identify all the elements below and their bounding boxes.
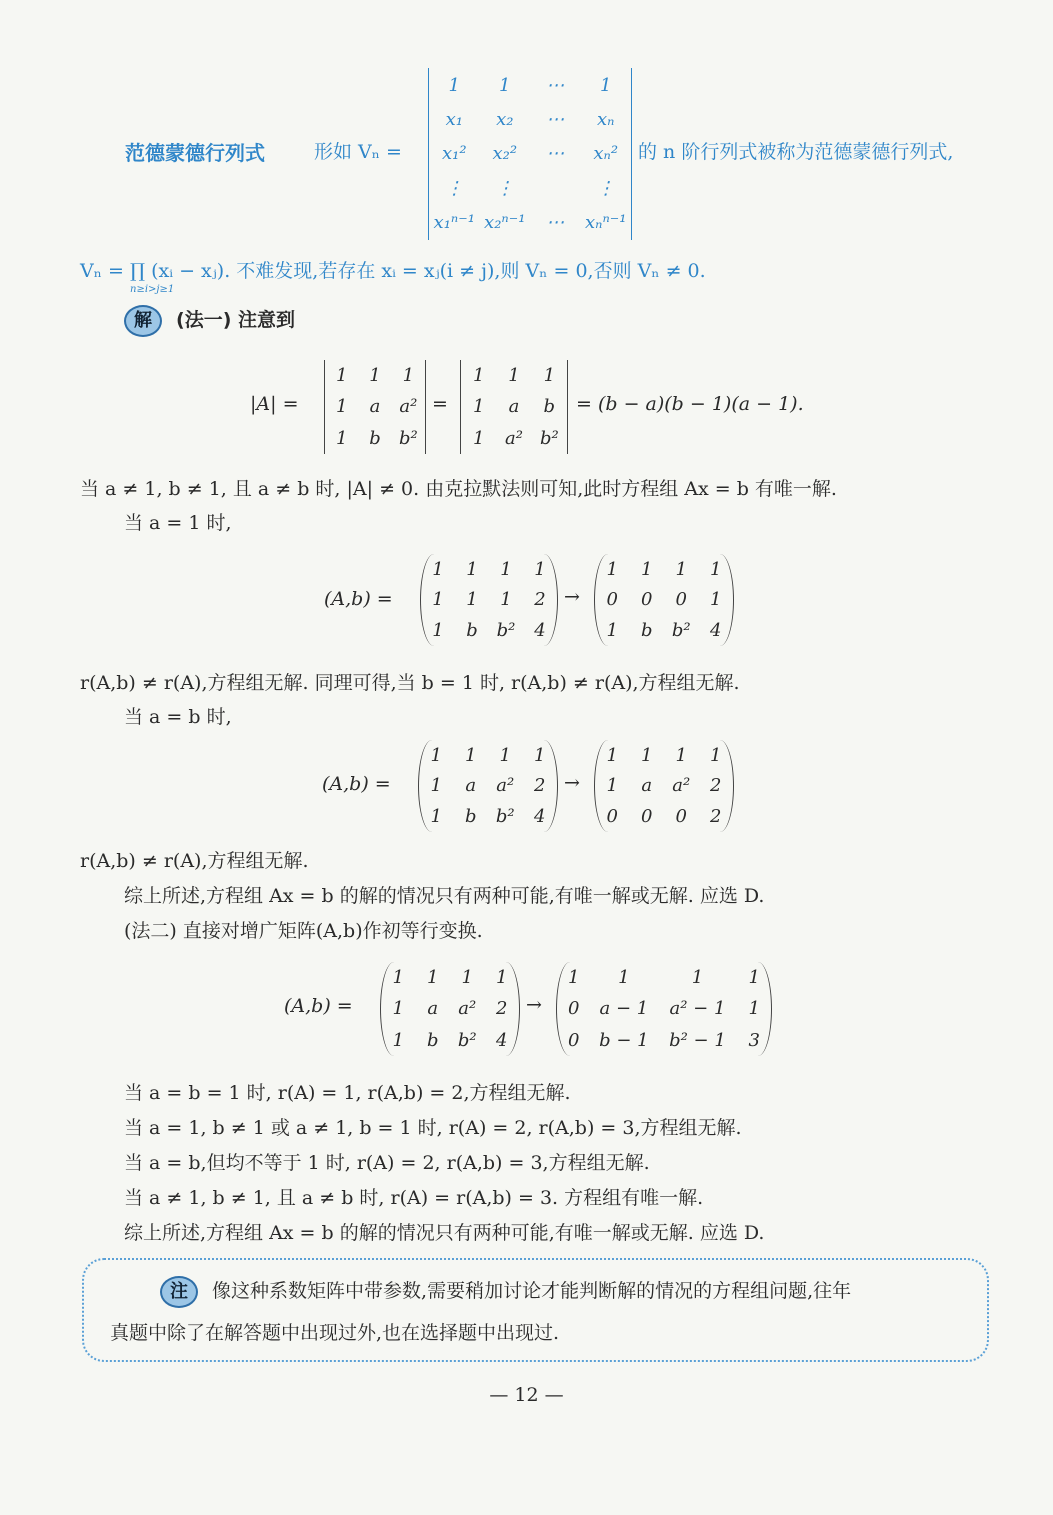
note-line-1	[160, 1276, 851, 1308]
matrix-cell: 0	[606, 806, 618, 828]
note-box	[82, 1258, 989, 1362]
vandermonde-intro: 形如 Vₙ =	[314, 141, 402, 163]
matrix-cell: 2	[710, 775, 722, 797]
matrix-cell: 1	[472, 427, 485, 449]
vandermonde-after-text: 的 n 阶行列式被称为范德蒙德行列式,	[638, 141, 954, 163]
matrix-cell: 1	[461, 967, 473, 989]
method1-label: (法一) 注意到	[176, 309, 296, 331]
matrix-cell: 1	[432, 620, 444, 642]
matrix-cell: 1	[710, 589, 722, 611]
matrix-cell: x₂ⁿ⁻¹	[484, 212, 526, 234]
method1-heading	[124, 305, 295, 337]
matrix-cell: a	[508, 396, 520, 418]
matrix-cell: 1	[606, 620, 618, 642]
matrix-cell: b² − 1	[669, 1029, 726, 1051]
matrix-cell: 2	[496, 998, 508, 1020]
matrix-cell: 1	[748, 967, 760, 989]
matrix-cell: b²	[495, 806, 515, 828]
matrix-cell: xₙⁿ⁻¹	[585, 212, 627, 234]
matrix-cell: 1	[675, 744, 687, 766]
determinant-2	[460, 360, 568, 454]
matrix-2a	[418, 740, 558, 832]
note-text-1: 像这种系数矩阵中带参数,需要稍加讨论才能判断解的情况的方程组问题,往年	[212, 1280, 852, 1302]
matrix-cell: 1	[500, 558, 512, 580]
term-vandermonde: 范德蒙德行列式	[125, 141, 265, 165]
matrix-cell: 1	[606, 775, 618, 797]
case-line: 当 a = b,但均不等于 1 时, r(A) = 2, r(A,b) = 3,方程组无解.	[124, 1152, 650, 1174]
matrix-cell: 2	[534, 775, 546, 797]
matrix-cell: 1	[641, 558, 653, 580]
matrix-cell: ⋮	[596, 177, 615, 199]
matrix-cell: x₁ⁿ⁻¹	[433, 212, 475, 234]
matrix-cell: 1	[543, 365, 556, 387]
matrix-cell: xₙ²	[593, 143, 619, 165]
matrix-cell: 0	[567, 1029, 580, 1051]
matrix-cell: b²	[671, 620, 691, 642]
matrix-cell: 1	[710, 558, 722, 580]
matrix-cell: 1	[335, 427, 348, 449]
matrix-cell: 1	[402, 365, 415, 387]
matrix-cell: 1	[618, 967, 630, 989]
matrix-cell: a	[369, 396, 381, 418]
matrix-cell: 1	[466, 558, 478, 580]
matrix-cell: 1	[430, 806, 442, 828]
matrix-cell: 1	[430, 744, 442, 766]
matrix-cell: 1	[465, 744, 477, 766]
product-index: n≥i>j≥1	[130, 284, 175, 295]
matrix-cell: ⋯	[546, 212, 565, 234]
arrow-2: →	[564, 772, 580, 794]
matrix-cell: 1	[691, 967, 704, 989]
matrix-cell: 1	[567, 967, 580, 989]
text-line-1: 当 a ≠ 1, b ≠ 1, 且 a ≠ b 时, |A| ≠ 0. 由克拉默法则可知,此时方程组 Ax = b 有唯一解.	[80, 478, 837, 500]
matrix-cell: a	[641, 775, 653, 797]
matrix-cell: a²	[458, 998, 477, 1020]
matrix-cell: 1	[499, 74, 511, 96]
matrix-cell: 1	[606, 744, 618, 766]
matrix-cell: b²	[539, 427, 559, 449]
matrix-cell: 1	[432, 589, 444, 611]
matrix-cell: 1	[496, 967, 508, 989]
case-line: 当 a ≠ 1, b ≠ 1, 且 a ≠ b 时, r(A) = r(A,b) = 3. 方程组有唯一解.	[124, 1187, 704, 1209]
matrix-cell: 1	[641, 744, 653, 766]
note-line-2: 真题中除了在解答题中出现过外,也在选择题中出现过.	[110, 1322, 560, 1344]
matrix-cell: a²	[496, 775, 515, 797]
matrix-cell: ⋮	[445, 177, 464, 199]
matrix-cell: 1	[500, 589, 512, 611]
matrix-cell: 1	[472, 365, 485, 387]
matrix-cell: 1	[534, 744, 546, 766]
vandermonde-determinant	[428, 68, 632, 240]
matrix-cell: 1	[710, 744, 722, 766]
matrix-cell: x₂²	[492, 143, 518, 165]
matrix-cell: 0	[567, 998, 580, 1020]
text-line-3: r(A,b) ≠ r(A),方程组无解. 同理可得,当 b = 1 时, r(A,b) ≠ r(A),方程组无解.	[80, 672, 740, 694]
matrix-cell: a² − 1	[669, 998, 726, 1020]
matrix-3a	[380, 962, 520, 1056]
vandermonde-formula: Vₙ = ∏ (xᵢ − xⱼ). 不难发现,若存在 xᵢ = xⱼ(i ≠ j),则 Vₙ = 0,否则 Vₙ ≠ 0.	[80, 260, 706, 282]
matrix-cell: ⋯	[546, 143, 565, 165]
det-lhs: |A| =	[250, 393, 299, 415]
matrix-cell: b²	[496, 620, 516, 642]
matrix-cell: 1	[534, 558, 546, 580]
matrix-cell: 1	[448, 74, 460, 96]
matrix-cell: 1	[508, 365, 520, 387]
text-line-2: 当 a = 1 时,	[124, 512, 232, 534]
case-line: 综上所述,方程组 Ax = b 的解的情况只有两种可能,有唯一解或无解. 应选 D.	[124, 1222, 765, 1244]
matrix-cell: 2	[710, 806, 722, 828]
augmented-label-3: (A,b) =	[284, 995, 353, 1017]
matrix-1a	[420, 554, 558, 646]
matrix-cell: x₂	[496, 109, 514, 131]
matrix-cell: 0	[641, 589, 653, 611]
matrix-cell: 0	[675, 589, 687, 611]
det-equals: =	[432, 393, 448, 415]
matrix-cell: 1	[369, 365, 381, 387]
matrix-cell: b	[543, 396, 556, 418]
augmented-label-2: (A,b) =	[322, 773, 391, 795]
matrix-cell: 1	[392, 998, 404, 1020]
matrix-cell: 4	[710, 620, 722, 642]
matrix-cell: a²	[672, 775, 691, 797]
matrix-cell: 0	[606, 589, 618, 611]
matrix-1b	[594, 554, 734, 646]
arrow-3: →	[526, 994, 542, 1016]
matrix-cell: 1	[432, 558, 444, 580]
matrix-cell: b²	[457, 1029, 477, 1051]
matrix-cell: ⋯	[546, 109, 565, 131]
text-line-5: r(A,b) ≠ r(A),方程组无解.	[80, 850, 309, 872]
matrix-cell: 1	[427, 967, 439, 989]
matrix-cell: a − 1	[599, 998, 649, 1020]
matrix-2b	[594, 740, 734, 832]
matrix-cell: ⋮	[495, 177, 514, 199]
matrix-cell: x₁	[445, 109, 463, 131]
page-number: — 12 —	[489, 1384, 564, 1406]
matrix-3b	[556, 962, 772, 1056]
matrix-cell: b	[640, 620, 653, 642]
vandermonde-after	[638, 137, 953, 164]
determinant-1	[324, 360, 426, 454]
matrix-cell: b	[369, 427, 381, 449]
matrix-cell: 1	[606, 558, 618, 580]
matrix-cell: 1	[430, 775, 442, 797]
note-badge-icon: 注	[160, 1276, 198, 1308]
matrix-cell: 1	[392, 1029, 404, 1051]
matrix-cell: a	[465, 775, 477, 797]
matrix-cell: 4	[496, 1029, 508, 1051]
text-line-6: 综上所述,方程组 Ax = b 的解的情况只有两种可能,有唯一解或无解. 应选 D.	[124, 885, 765, 907]
matrix-cell: x₁²	[441, 143, 467, 165]
matrix-cell: b	[464, 806, 477, 828]
matrix-cell: a²	[505, 427, 523, 449]
matrix-cell: 1	[335, 365, 348, 387]
matrix-cell: b	[426, 1029, 439, 1051]
method2-heading: (法二) 直接对增广矩阵(A,b)作初等行变换.	[124, 920, 483, 942]
matrix-cell: b	[466, 620, 478, 642]
case-line: 当 a = 1, b ≠ 1 或 a ≠ 1, b = 1 时, r(A) = 2, r(A,b) = 3,方程组无解.	[124, 1117, 742, 1139]
matrix-cell: 3	[748, 1029, 760, 1051]
matrix-cell: b − 1	[599, 1029, 649, 1051]
matrix-cell: 0	[675, 806, 687, 828]
case-line: 当 a = b = 1 时, r(A) = 1, r(A,b) = 2,方程组无解.	[124, 1082, 571, 1104]
matrix-cell: 4	[534, 806, 546, 828]
matrix-cell: 1	[466, 589, 478, 611]
matrix-cell: b²	[398, 427, 418, 449]
matrix-cell: ⋯	[546, 74, 565, 96]
solution-badge-icon: 解	[124, 305, 162, 337]
matrix-cell: 1	[499, 744, 511, 766]
matrix-cell: 1	[335, 396, 348, 418]
matrix-cell: 0	[641, 806, 653, 828]
augmented-label-1: (A,b) =	[324, 588, 393, 610]
matrix-cell: 1	[675, 558, 687, 580]
matrix-cell: a²	[399, 396, 418, 418]
matrix-cell: 1	[600, 74, 612, 96]
matrix-cell: a	[427, 998, 439, 1020]
matrix-cell: 1	[472, 396, 485, 418]
matrix-cell: xₙ	[597, 109, 615, 131]
det-result: = (b − a)(b − 1)(a − 1).	[576, 393, 804, 415]
matrix-cell: 1	[748, 998, 760, 1020]
matrix-cell: 4	[534, 620, 546, 642]
matrix-cell: 1	[392, 967, 404, 989]
matrix-cell: 2	[534, 589, 546, 611]
arrow-1: →	[564, 586, 580, 608]
text-line-4: 当 a = b 时,	[124, 706, 232, 728]
